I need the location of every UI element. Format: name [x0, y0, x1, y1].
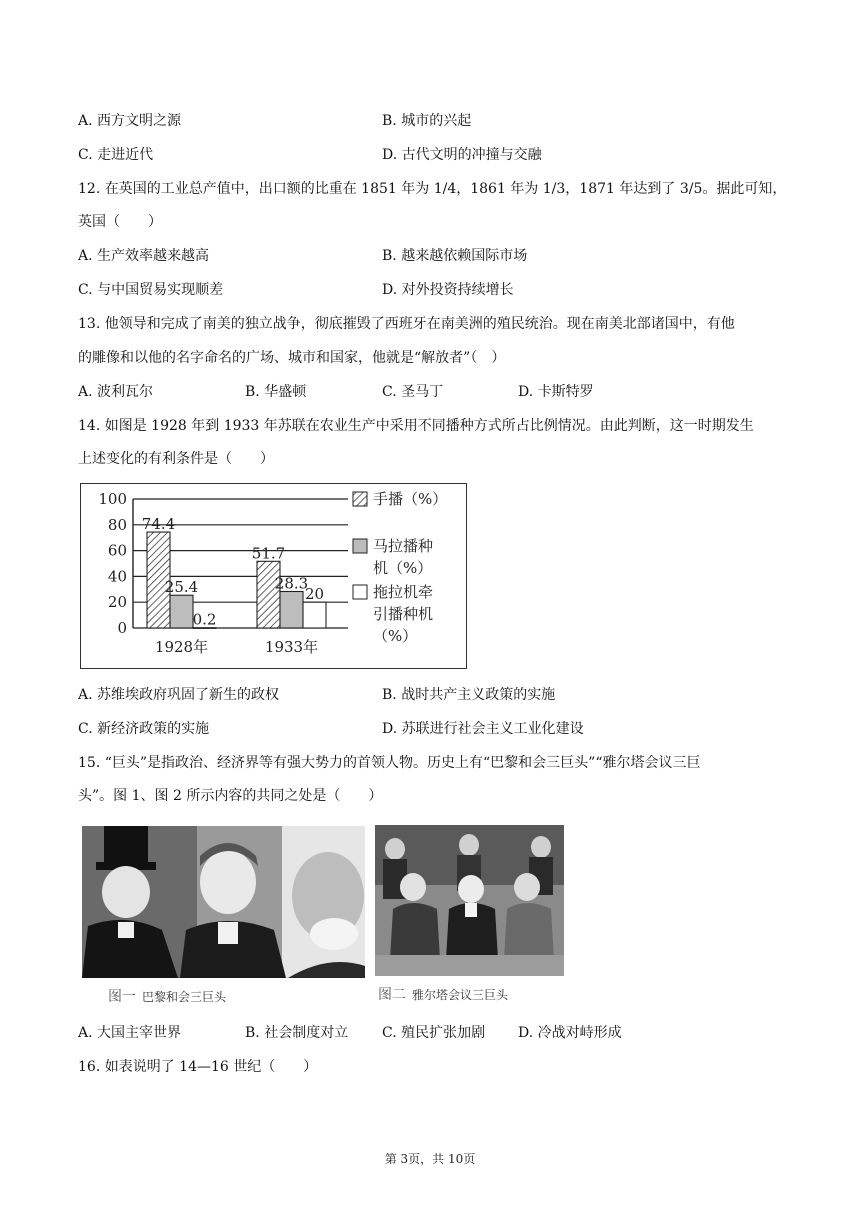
sowing-methods-chart — [80, 483, 467, 669]
y-tick-label: 0 — [117, 619, 127, 637]
yalta-conference-photo — [375, 825, 564, 976]
q12-stem-line1: 12. 在英国的工业总产值中，出口额的比重在 1851 年为 1/4，1861 年为 1/3，1871 年达到了 3/5。据此可知， — [78, 181, 787, 197]
legend-label: 手播（%） — [373, 490, 448, 508]
q13-option-b[interactable]: B. 华盛顿 — [245, 384, 307, 400]
q11-option-c[interactable]: C. 走进近代 — [78, 147, 154, 163]
q15-option-a[interactable]: A. 大国主宰世界 — [78, 1025, 182, 1041]
q11-option-a[interactable]: A. 西方文明之源 — [78, 113, 182, 129]
q14-option-b[interactable]: B. 战时共产主义政策的实施 — [382, 687, 556, 703]
legend-label: 引播种机 — [373, 605, 434, 623]
bar — [280, 591, 303, 628]
y-tick-label: 100 — [98, 490, 127, 508]
y-tick-label: 20 — [107, 593, 127, 612]
bar-chart-svg — [81, 484, 465, 667]
figure-1-caption-text: 巴黎和会三巨头 — [142, 990, 227, 1004]
q13-option-a[interactable]: A. 波利瓦尔 — [78, 384, 154, 400]
q12-option-d[interactable]: D. 对外投资持续增长 — [382, 282, 514, 298]
q12-option-b[interactable]: B. 越来越依赖国际市场 — [382, 248, 528, 264]
figure-1-caption — [108, 986, 226, 1006]
bar — [170, 595, 193, 628]
bar — [257, 561, 280, 628]
q12-option-c[interactable]: C. 与中国贸易实现顺差 — [78, 282, 224, 298]
q13-option-d[interactable]: D. 卡斯特罗 — [518, 384, 594, 400]
y-tick-label: 40 — [107, 567, 127, 586]
data-label: 51.7 — [251, 544, 286, 563]
q15-stem-line1: 15. “巨头”是指政治、经济界等有强大势力的首领人物。历史上有“巴黎和会三巨头”“雅尔塔会议三巨 — [78, 755, 701, 771]
q15-option-b[interactable]: B. 社会制度对立 — [245, 1025, 349, 1041]
legend-label: 拖拉机牵 — [373, 583, 434, 601]
q14-stem-line1: 14. 如图是 1928 年到 1933 年苏联在农业生产中采用不同播种方式所占比例情况。由此判断，这一时期发生 — [78, 418, 754, 434]
figure-2-caption-text: 雅尔塔会议三巨头 — [412, 988, 509, 1002]
q12-stem-line2: 英国（ ） — [78, 214, 162, 230]
q14-stem-line2: 上述变化的有利条件是（ ） — [78, 451, 274, 467]
q11-option-d[interactable]: D. 古代文明的冲撞与交融 — [382, 147, 542, 163]
x-category-label: 1933年 — [264, 638, 319, 656]
data-label: 28.3 — [274, 574, 309, 593]
data-label: 74.4 — [141, 515, 176, 534]
q16-stem-line1: 16. 如表说明了 14—16 世纪（ ） — [78, 1059, 318, 1075]
q13-stem-line1: 13. 他领导和完成了南美的独立战争，彻底摧毁了西班牙在南美洲的殖民统治。现在南美北部诸国中，有他 — [78, 316, 735, 332]
bar — [303, 602, 326, 628]
q14-option-a[interactable]: A. 苏维埃政府巩固了新生的政权 — [78, 687, 280, 703]
data-label: 20 — [304, 585, 325, 604]
q14-option-d[interactable]: D. 苏联进行社会主义工业化建设 — [382, 721, 584, 737]
q15-option-d[interactable]: D. 冷战对峙形成 — [518, 1025, 622, 1041]
legend-label: 机（%） — [373, 559, 433, 577]
x-category-label: 1928年 — [154, 638, 209, 656]
legend-label: 马拉播种 — [373, 537, 434, 555]
page-footer: 第 3页，共 10页 — [384, 1152, 476, 1166]
y-tick-label: 60 — [107, 541, 127, 560]
legend-swatch — [353, 492, 367, 506]
data-label: 0.2 — [192, 610, 217, 629]
figure-2-caption — [378, 984, 508, 1004]
legend-label: （%） — [373, 627, 418, 645]
q12-option-a[interactable]: A. 生产效率越来越高 — [78, 248, 210, 264]
legend-swatch — [353, 539, 367, 553]
q14-option-c[interactable]: C. 新经济政策的实施 — [78, 721, 210, 737]
y-tick-label: 80 — [107, 515, 127, 534]
q13-stem-line2: 的雕像和以他的名字命名的广场、城市和国家，他就是“解放者”（ ） — [78, 350, 506, 366]
data-label: 25.4 — [164, 578, 199, 597]
q15-stem-line2: 头”。图 1、图 2 所示内容的共同之处是（ ） — [78, 788, 383, 804]
q15-option-c[interactable]: C. 殖民扩张加剧 — [382, 1025, 486, 1041]
q13-option-c[interactable]: C. 圣马丁 — [382, 384, 444, 400]
paris-peace-conference-photo — [82, 826, 365, 978]
q11-option-b[interactable]: B. 城市的兴起 — [382, 113, 472, 129]
figure-1-label: 图一 — [108, 989, 136, 1005]
legend-swatch — [353, 585, 367, 599]
figure-2-label: 图二 — [378, 987, 406, 1003]
